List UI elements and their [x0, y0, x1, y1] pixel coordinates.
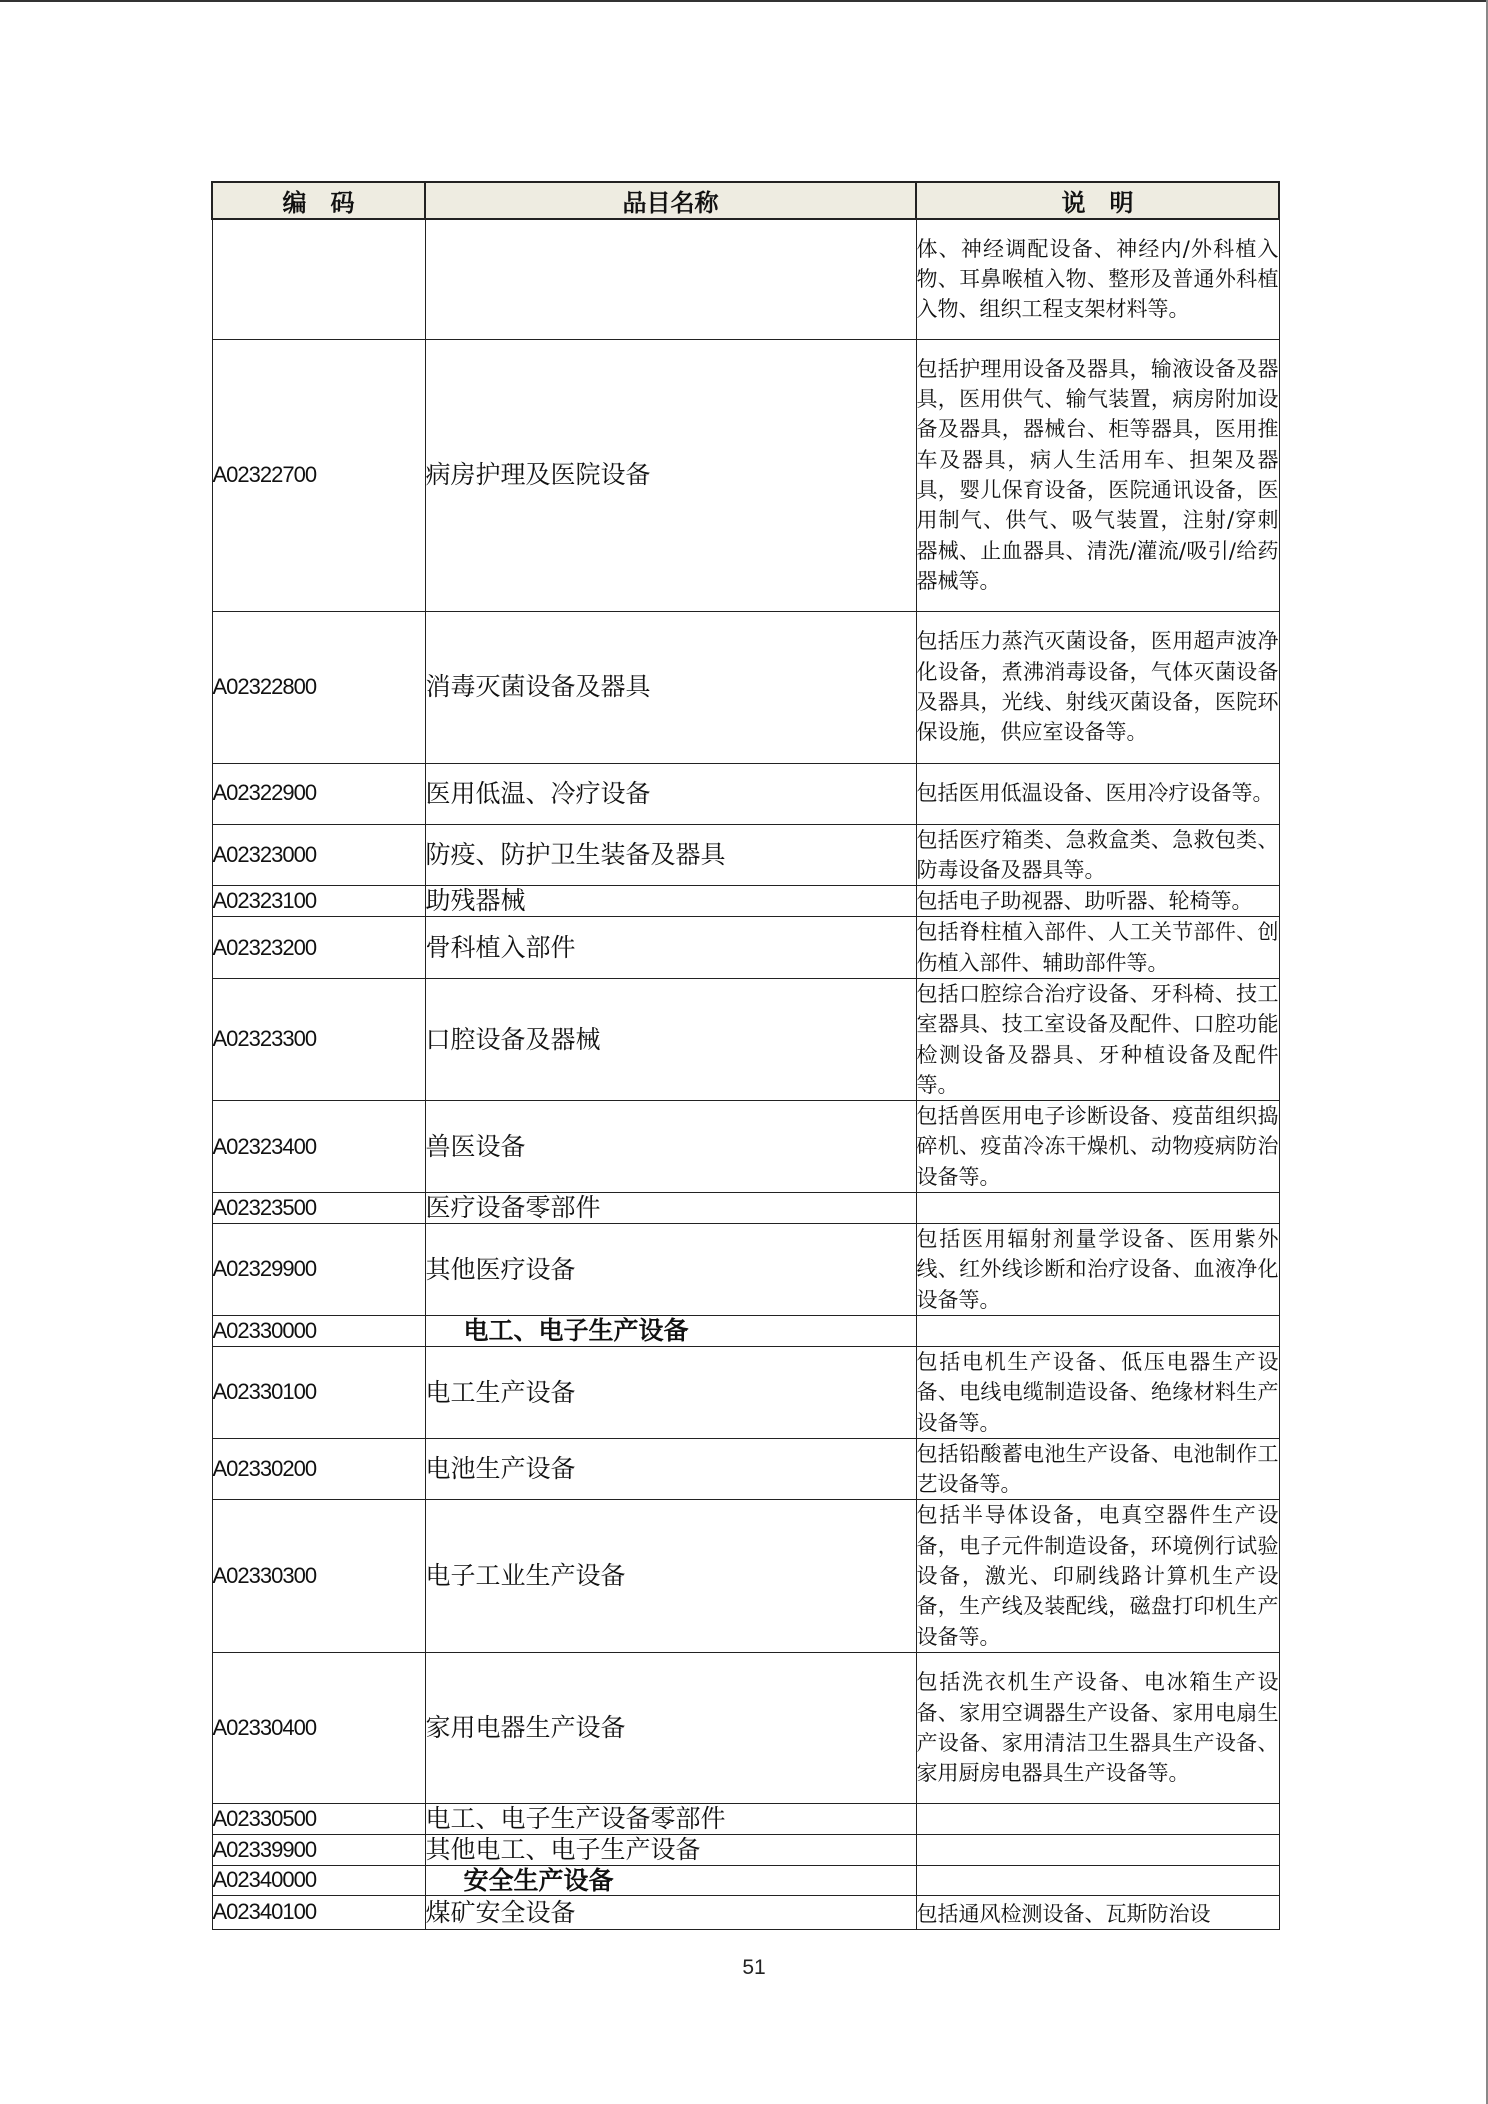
- item-name: 消毒灭菌设备及器具: [425, 611, 916, 763]
- table-row: [212, 1101, 1279, 1193]
- table-header-row: [212, 182, 1279, 219]
- item-code: A02323500: [212, 1193, 425, 1224]
- catalog-table: [211, 181, 1280, 1930]
- table-row: [212, 1315, 1279, 1346]
- item-code: A02323000: [212, 824, 425, 886]
- table-row: [212, 339, 1279, 611]
- table-row: [212, 1803, 1279, 1834]
- page-number: 51: [742, 1956, 766, 1979]
- item-code: A02340000: [212, 1865, 425, 1895]
- table-row: [212, 1438, 1279, 1500]
- item-code: A02330000: [212, 1315, 425, 1346]
- item-name: 其他医疗设备: [425, 1224, 916, 1316]
- item-desc: 体、神经调配设备、神经内/外科植入物、耳鼻喉植入物、整形及普通外科植入物、组织工程支架材料等。: [916, 219, 1279, 339]
- table-row: [212, 1652, 1279, 1803]
- item-desc: 包括医用辐射剂量学设备、医用紫外线、红外线诊断和治疗设备、血液净化设备等。: [916, 1224, 1279, 1316]
- item-name: 煤矿安全设备: [425, 1895, 916, 1929]
- item-name: 防疫、防护卫生装备及器具: [425, 824, 916, 886]
- item-desc: 包括通风检测设备、瓦斯防治设: [916, 1895, 1279, 1929]
- table-row: [212, 1193, 1279, 1224]
- item-desc: 包括兽医用电子诊断设备、疫苗组织捣碎机、疫苗冷冻干燥机、动物疫病防治设备等。: [916, 1101, 1279, 1193]
- item-desc: 包括医用低温设备、医用冷疗设备等。: [916, 763, 1279, 824]
- item-code: A02340100: [212, 1895, 425, 1929]
- item-name: 兽医设备: [425, 1101, 916, 1193]
- table-row: [212, 611, 1279, 763]
- item-desc: 包括电子助视器、助听器、轮椅等。: [916, 886, 1279, 917]
- table-row: [212, 1224, 1279, 1316]
- item-name: 其他电工、电子生产设备: [425, 1834, 916, 1865]
- item-name: 家用电器生产设备: [425, 1652, 916, 1803]
- table-row: [212, 1895, 1279, 1929]
- item-desc: 包括口腔综合治疗设备、牙科椅、技工室器具、技工室设备及配件、口腔功能检测设备及器具、牙种植设备及配件等。: [916, 978, 1279, 1100]
- item-desc: [916, 1803, 1279, 1834]
- item-desc: 包括护理用设备及器具，输液设备及器具，医用供气、输气装置，病房附加设备及器具，器械台、柜等器具，医用推车及器具，病人生活用车、担架及器具，婴儿保育设备，医院通讯设备，医用制气、供气、吸气装置，注射/穿刺器械、止血器具、清洗/灌流/吸引/给药器械等。: [916, 339, 1279, 611]
- item-name: 电池生产设备: [425, 1438, 916, 1500]
- category-name: 电工、电子生产设备: [425, 1315, 916, 1346]
- item-desc: 包括医疗箱类、急救盒类、急救包类、防毒设备及器具等。: [916, 824, 1279, 886]
- item-desc: [916, 1865, 1279, 1895]
- item-code: [212, 219, 425, 339]
- table-row: [212, 1346, 1279, 1438]
- item-desc: 包括铅酸蓄电池生产设备、电池制作工艺设备等。: [916, 1438, 1279, 1500]
- header-name: 品目名称: [425, 182, 916, 219]
- table-row: [212, 978, 1279, 1100]
- item-name: [425, 219, 916, 339]
- table-row: [212, 763, 1279, 824]
- item-code: A02330300: [212, 1500, 425, 1652]
- item-name: 电工、电子生产设备零部件: [425, 1803, 916, 1834]
- item-code: A02322900: [212, 763, 425, 824]
- item-code: A02323100: [212, 886, 425, 917]
- item-name: 电工生产设备: [425, 1346, 916, 1438]
- item-name: 病房护理及医院设备: [425, 339, 916, 611]
- table-row: [212, 219, 1279, 339]
- item-name: 医疗设备零部件: [425, 1193, 916, 1224]
- page-top-border: [0, 0, 1488, 2]
- item-code: A02322800: [212, 611, 425, 763]
- item-code: A02322700: [212, 339, 425, 611]
- table-row: [212, 886, 1279, 917]
- item-desc: 包括压力蒸汽灭菌设备，医用超声波净化设备，煮沸消毒设备，气体灭菌设备及器具，光线、射线灭菌设备，医院环保设施，供应室设备等。: [916, 611, 1279, 763]
- item-code: A02323300: [212, 978, 425, 1100]
- header-code: 编 码: [212, 182, 425, 219]
- item-code: A02330500: [212, 1803, 425, 1834]
- header-desc: 说 明: [916, 182, 1279, 219]
- item-code: A02323200: [212, 917, 425, 979]
- item-desc: 包括洗衣机生产设备、电冰箱生产设备、家用空调器生产设备、家用电扇生产设备、家用清洁卫生器具生产设备、家用厨房电器具生产设备等。: [916, 1652, 1279, 1803]
- item-name: 骨科植入部件: [425, 917, 916, 979]
- item-name: 医用低温、冷疗设备: [425, 763, 916, 824]
- item-desc: [916, 1834, 1279, 1865]
- item-desc: 包括脊柱植入部件、人工关节部件、创伤植入部件、辅助部件等。: [916, 917, 1279, 979]
- item-code: A02330100: [212, 1346, 425, 1438]
- item-name: 口腔设备及器械: [425, 978, 916, 1100]
- item-code: A02339900: [212, 1834, 425, 1865]
- table-row: [212, 1500, 1279, 1652]
- item-code: A02330200: [212, 1438, 425, 1500]
- item-code: A02329900: [212, 1224, 425, 1316]
- item-code: A02330400: [212, 1652, 425, 1803]
- item-desc: [916, 1315, 1279, 1346]
- item-name: 电子工业生产设备: [425, 1500, 916, 1652]
- category-name: 安全生产设备: [425, 1865, 916, 1895]
- item-name: 助残器械: [425, 886, 916, 917]
- item-desc: 包括半导体设备，电真空器件生产设备，电子元件制造设备，环境例行试验设备，激光、印刷线路计算机生产设备，生产线及装配线，磁盘打印机生产设备等。: [916, 1500, 1279, 1652]
- table-row: [212, 1865, 1279, 1895]
- item-code: A02323400: [212, 1101, 425, 1193]
- table-row: [212, 917, 1279, 979]
- item-desc: 包括电机生产设备、低压电器生产设备、电线电缆制造设备、绝缘材料生产设备等。: [916, 1346, 1279, 1438]
- table-row: [212, 1834, 1279, 1865]
- item-desc: [916, 1193, 1279, 1224]
- table-row: [212, 824, 1279, 886]
